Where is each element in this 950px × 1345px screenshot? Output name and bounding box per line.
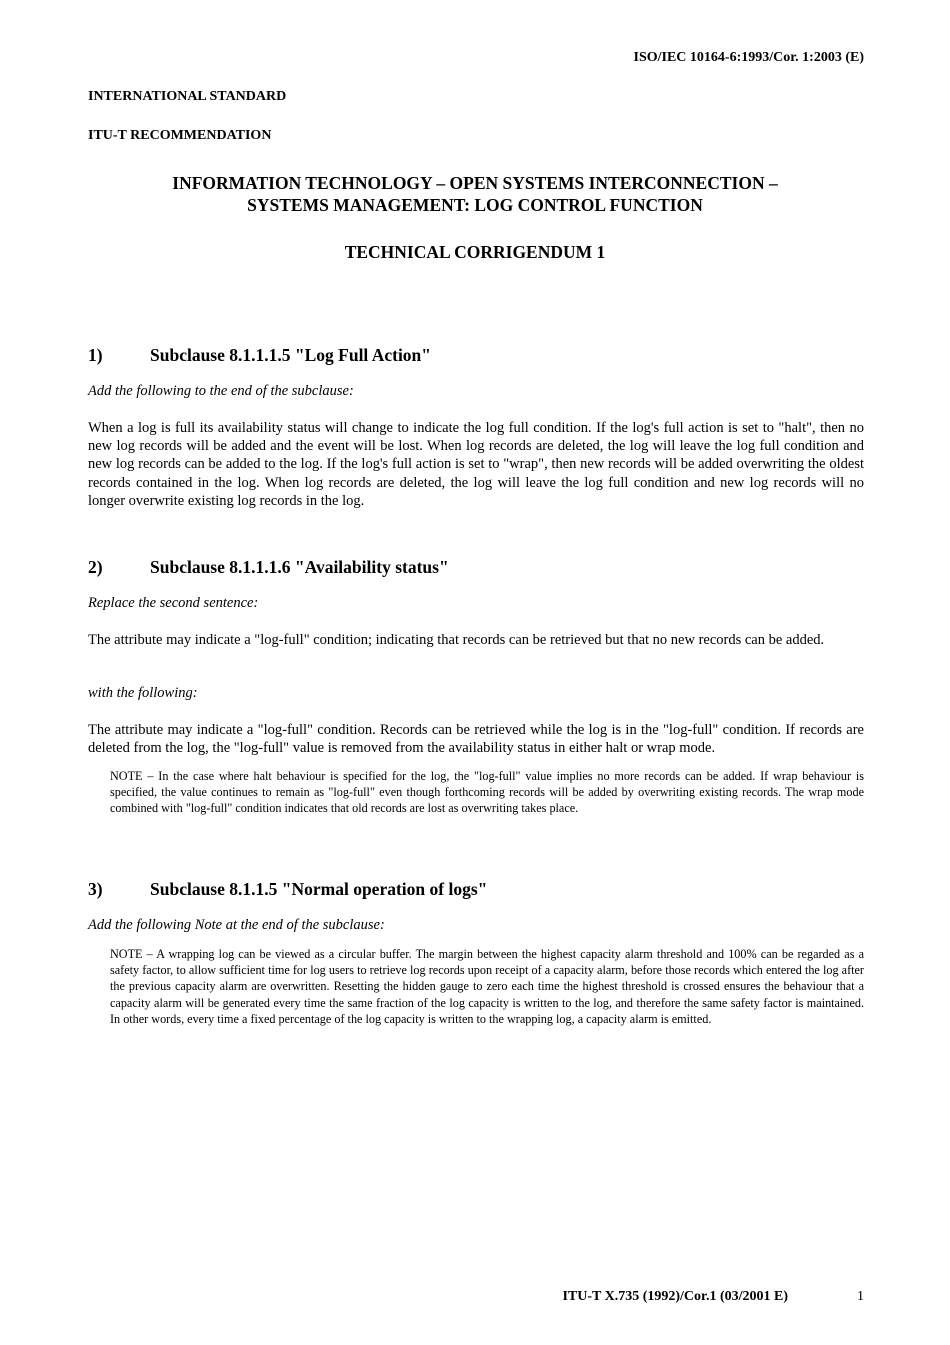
document-identifier: ISO/IEC 10164-6:1993/Cor. 1:2003 (E) [633, 50, 864, 65]
section-2-title: Subclause 8.1.1.1.6 "Availability status" [150, 557, 449, 577]
section-1-instruction: Add the following to the end of the subclause: [88, 383, 354, 399]
section-1-title: Subclause 8.1.1.1.5 "Log Full Action" [150, 345, 431, 365]
section-3-instruction: Add the following Note at the end of the subclause: [88, 917, 385, 933]
section-1-heading [88, 345, 431, 366]
section-3-title: Subclause 8.1.1.5 "Normal operation of logs" [150, 879, 488, 899]
international-standard-label: INTERNATIONAL STANDARD [88, 89, 287, 104]
section-3-number: 3) [88, 879, 103, 899]
itu-recommendation-label: ITU-T RECOMMENDATION [88, 128, 272, 143]
section-2-paragraph-2: The attribute may indicate a "log-full" condition. Records can be retrieved while the log is in the "log-full" condition. If records are deleted from the log, the "log-full" value is removed from the availability status in either halt or wrap mode. [88, 722, 864, 757]
section-2-instruction-2: with the following: [88, 685, 198, 701]
section-3-note: NOTE – A wrapping log can be viewed as a circular buffer. The margin between the highest capacity alarm threshold and 100% can be regarded as a safety factor, to allow sufficient time for log users to retrieve log records upon receipt of a capacity alarm, before those records which entered the log after the previous capacity alarm are overwritten. Resetting the hidden gauge to zero each time the highest threshold is crossed ensures the behaviour that a capacity alarm will be generated every time the same fraction of the log capacity is written to the log, and therefore the same safety factor is maintained. In other words, every time a fixed percentage of the log capacity is written to the wrapping log, a capacity alarm is emitted. [110, 947, 864, 1026]
section-1-paragraph: When a log is full its availability status will change to indicate the log full condition. If the log's full action is set to "halt", then no new log records will be added and the event will be lost. When log records are deleted, the log will leave the log full condition and new log records can be added to the log. If the log's full action is set to "wrap", then new records will be added overwriting the oldest records contained in the log. When log records are deleted, the log will leave the log full condition and new log records will no longer overwrite existing log records in the log. [88, 420, 864, 509]
document-title [88, 172, 862, 216]
document-subtitle: TECHNICAL CORRIGENDUM 1 [344, 242, 606, 262]
page-number: 1 [857, 1289, 864, 1304]
section-2-note: NOTE – In the case where halt behaviour is specified for the log, the "log-full" value implies no more records can be added. If wrap behaviour is specified, the value continues to remain as "log-full" even though forthcoming records will be added by overwriting existing records. The wrap mode combined with "log-full" condition indicates that old records are lost as overwriting takes place. [110, 769, 864, 816]
section-2-number: 2) [88, 557, 103, 577]
section-2-heading [88, 557, 449, 578]
section-3-heading [88, 879, 487, 900]
section-2-instruction: Replace the second sentence: [88, 595, 259, 611]
title-line-2: SYSTEMS MANAGEMENT: LOG CONTROL FUNCTION [247, 195, 703, 215]
section-2-paragraph: The attribute may indicate a "log-full" condition; indicating that records can be retrieved but that no new records can be added. [88, 632, 825, 648]
section-1-number: 1) [88, 345, 103, 365]
title-line-1: INFORMATION TECHNOLOGY – OPEN SYSTEMS INTERCONNECTION – [172, 173, 778, 193]
footer-reference: ITU-T X.735 (1992)/Cor.1 (03/2001 E) [562, 1289, 788, 1304]
